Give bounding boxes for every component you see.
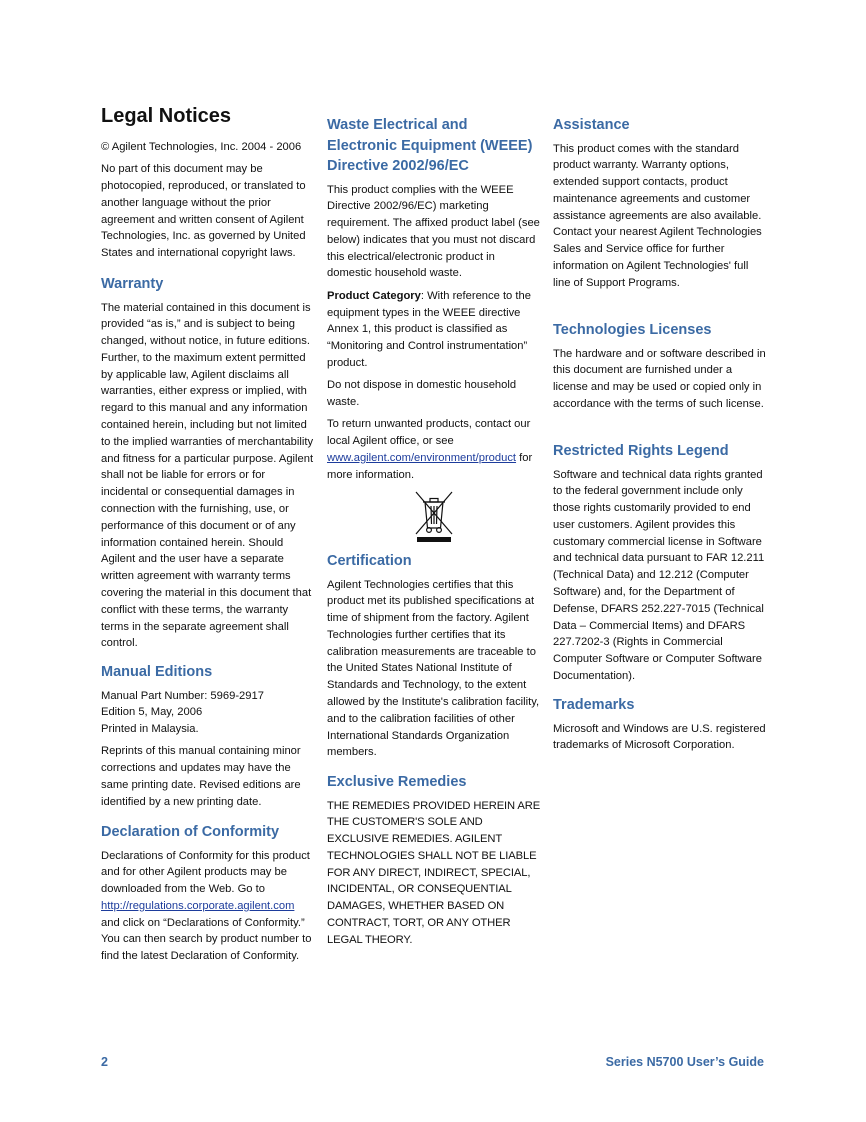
part-number: Manual Part Number: 5969-2917 bbox=[101, 689, 264, 702]
certification-heading: Certification bbox=[327, 553, 412, 569]
product-category-label: Product Category bbox=[327, 289, 421, 302]
warranty-section bbox=[101, 274, 315, 658]
legal-notices-section bbox=[101, 139, 315, 268]
reprints-text: Reprints of this manual containing minor corrections and updates may have the same printing date. Revised editions are identified by a new printing date. bbox=[101, 745, 301, 808]
conformity-text bbox=[101, 848, 315, 966]
licenses-heading: Technologies Licenses bbox=[553, 322, 712, 338]
weee-text-1: This product complies with the WEEE Directive 2002/96/EC) marketing requirement. The affixed product label (see below) indicates that you must not discard this electrical/electronic product in domestic household waste. bbox=[327, 183, 540, 280]
restricted-rights-text: Software and technical data rights granted to the federal government include only those rights customarily provided to end user customers. Agilent provides this customary commercial license in Software and technical data pursuant to FAR 12.211 (Technical Data) and 12.212 (Computer Software) and, for the Department of Defense, DFARS 252.227-7015 (Technical Data – Commercial Items) and DFARS 227.7202-3 (Rights in Commercial Computer Software or Computer Software Documentation). bbox=[553, 468, 765, 683]
edition: Edition 5, May, 2006 bbox=[101, 706, 203, 719]
manual-editions-section bbox=[101, 662, 315, 816]
page-number: 2 bbox=[101, 1055, 108, 1069]
product-category-desc: : With reference to the equipment types in the WEEE directive Annex 1, this product is classified as “Monitoring and Control instrumentation” product. bbox=[327, 289, 531, 369]
exclusive-remedies-section bbox=[327, 772, 541, 954]
crossed-out-wheeled-bin-icon bbox=[412, 490, 456, 544]
product-category-text bbox=[327, 288, 541, 372]
certification-section bbox=[327, 551, 541, 767]
weee-text-2: Do not dispose in domestic household waste. bbox=[327, 379, 517, 409]
page-title: Legal Notices bbox=[101, 105, 232, 127]
weee-heading: Waste Electrical and Electronic Equipment (WEEE) Directive 2002/96/EC bbox=[327, 117, 533, 174]
printed-in: Printed in Malaysia. bbox=[101, 723, 199, 736]
restricted-rights-heading: Restricted Rights Legend bbox=[553, 443, 729, 459]
environment-link[interactable]: www.agilent.com/environment/product bbox=[327, 451, 517, 464]
licenses-section bbox=[553, 320, 767, 418]
manual-editions-heading: Manual Editions bbox=[101, 664, 213, 680]
conformity-text-after: and click on “Declarations of Conformity.” You can then search by product number to find the latest Declaration of Conformity. bbox=[101, 916, 312, 963]
restricted-rights-section bbox=[553, 441, 767, 690]
trademarks-section bbox=[553, 695, 767, 760]
regulations-link[interactable]: http://regulations.corporate.agilent.com bbox=[101, 899, 295, 912]
licenses-text: The hardware and or software described in this document are furnished under a license and may be used or copied only in accordance with the terms of such license. bbox=[553, 347, 766, 410]
certification-text: Agilent Technologies certifies that this product met its published specifications at time of shipment from the factory. Agilent Technologies further certifies that its calibration measurements are traceable to the United States National Institute of Standards and Technology, to the extent allowed by the Institute's calibration facility, and to the calibration facilities of other International Standards Organization members. bbox=[327, 578, 540, 759]
copyright-text: © Agilent Technologies, Inc. 2004 - 2006 bbox=[101, 141, 302, 153]
trademarks-text: Microsoft and Windows are U.S. registered trademarks of Microsoft Corporation. bbox=[553, 722, 766, 752]
trademarks-heading: Trademarks bbox=[553, 697, 635, 713]
weee-return-text: To return unwanted products, contact our local Agilent office, or see bbox=[327, 418, 531, 448]
assistance-section bbox=[553, 115, 767, 297]
weee-text-3 bbox=[327, 416, 541, 483]
legal-text: No part of this document may be photocopied, reproduced, or translated to another language without the prior agreement and written consent of Agilent Technologies, Inc. as governed by United States and international copyright laws. bbox=[101, 163, 306, 260]
weee-more-info: for more information. bbox=[327, 451, 533, 481]
assistance-text: This product comes with the standard product warranty. Warranty options, extended support contacts, product maintenance agreements and customer assistance agreements are also available. Contact your nearest Agilent Technologies Sales and Service office for further information on Agilent Technologies' full line of Support Programs. bbox=[553, 142, 762, 289]
guide-title: Series N5700 User’s Guide bbox=[605, 1055, 764, 1069]
assistance-heading: Assistance bbox=[553, 117, 630, 133]
exclusive-remedies-heading: Exclusive Remedies bbox=[327, 774, 467, 790]
warranty-text: The material contained in this document is provided “as is,” and is subject to being changed, without notice, in future editions. Further, to the maximum extent permitted by applicable law, Agilent disclaims all warranties, either express or implied, with regard to this manual and any information contained herein, including but not limited to the implied warranties of merchantability and fitness for a particular purpose. Agilent shall not be liable for errors or for incidental or consequential damages in connection with the furnishing, use, or performance of this document or of any information contained herein. Should Agilent and the user have a separate written agreement with warranty terms covering the material in this document that conflict with these terms, the warranty terms in the separate agreement shall control. bbox=[101, 301, 314, 650]
conformity-heading: Declaration of Conformity bbox=[101, 824, 280, 840]
exclusive-remedies-text: THE REMEDIES PROVIDED HEREIN ARE THE CUSTOMER'S SOLE AND EXCLUSIVE REMEDIES. AGILENT TECHNOLOGIES SHALL NOT BE LIABLE FOR ANY DIRECT, INDIRECT, SPECIAL, INCIDENTAL, OR CONSEQUENTIAL DAMAGES, WHETHER BASED ON CONTRACT, TORT, OR ANY OTHER LEGAL THEORY. bbox=[327, 799, 541, 946]
weee-section bbox=[327, 115, 541, 544]
warranty-heading: Warranty bbox=[101, 276, 164, 292]
conformity-text-before: Declarations of Conformity for this product and for other Agilent products may be downloaded from the Web. Go to bbox=[101, 849, 310, 896]
conformity-section bbox=[101, 822, 315, 971]
